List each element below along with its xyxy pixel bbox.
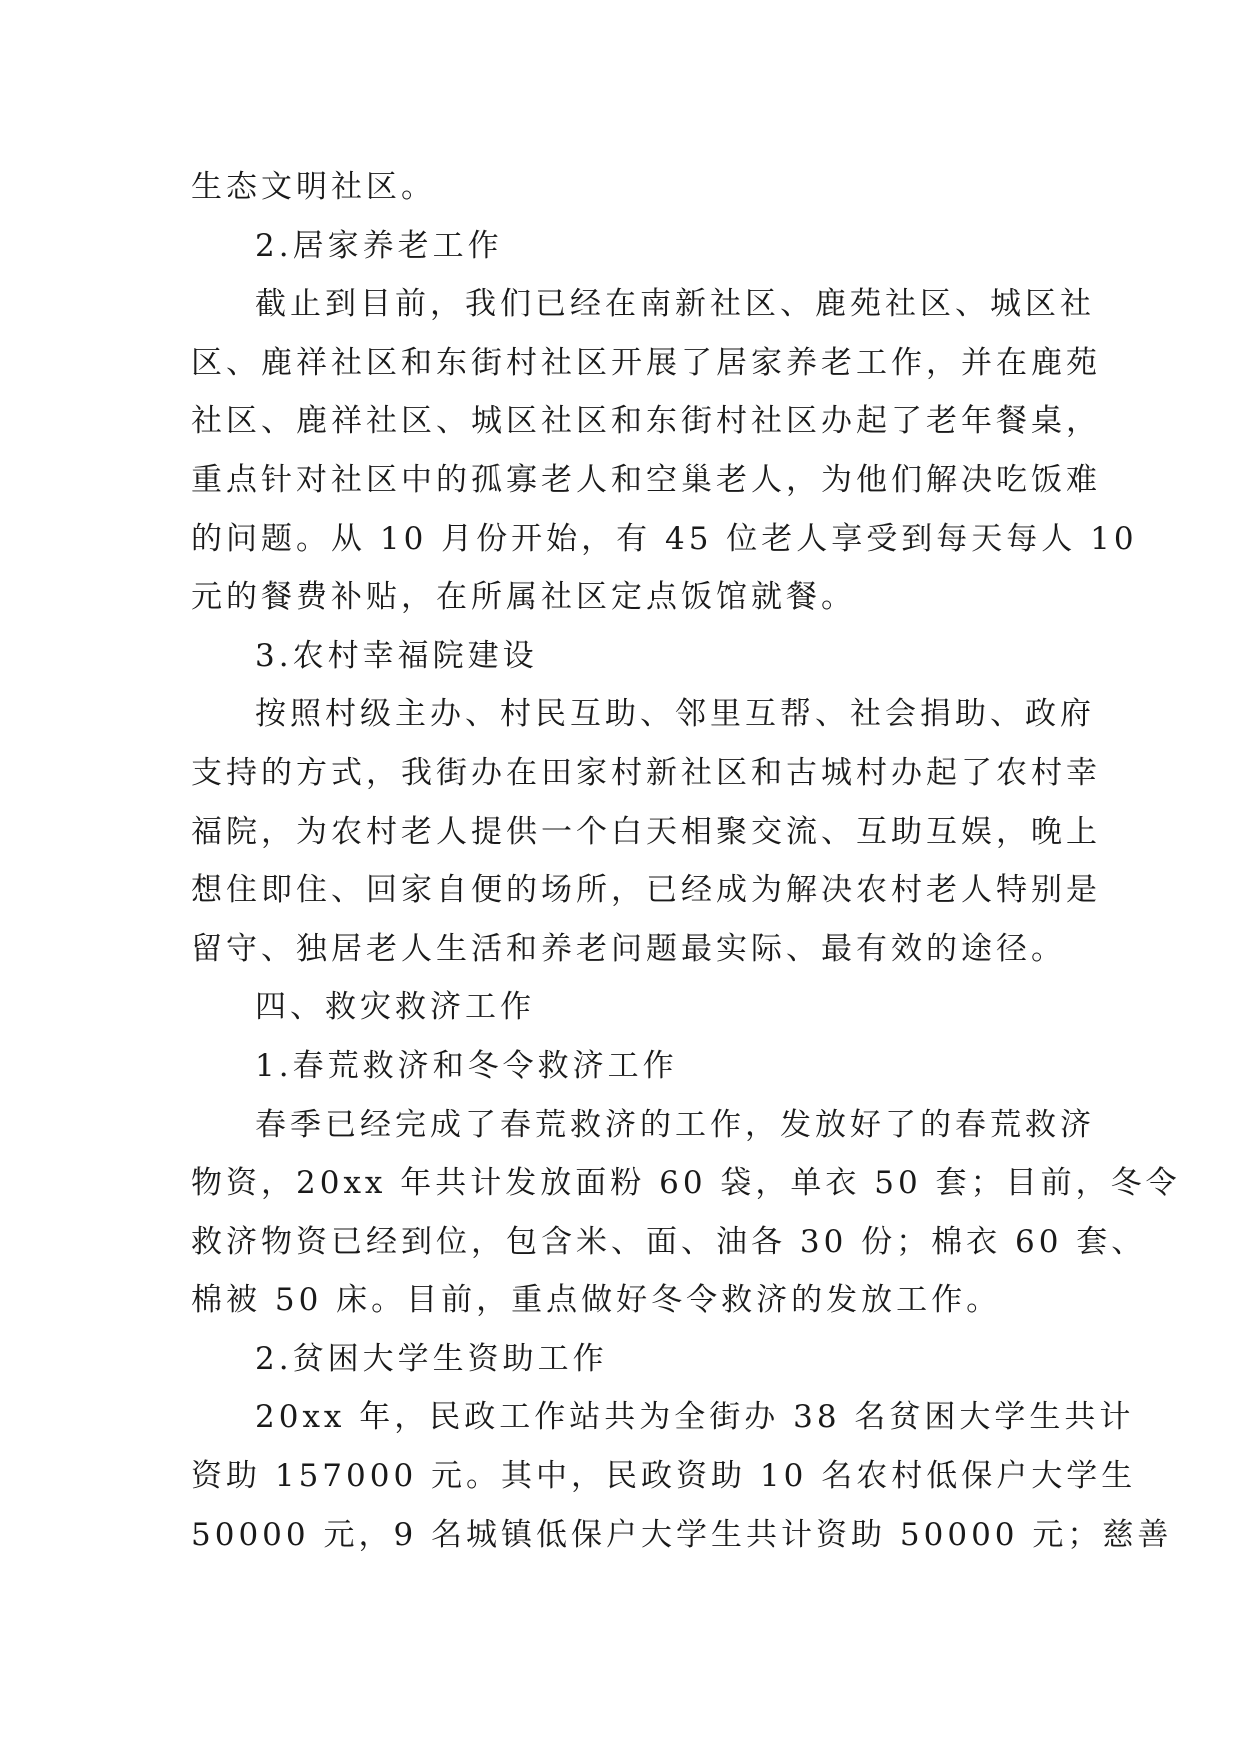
paragraph-line: 资助 157000 元。其中，民政资助 10 名农村低保户大学生	[191, 1458, 1137, 1495]
paragraph-line: 支持的方式，我街办在田家村新社区和古城村办起了农村幸	[191, 754, 1101, 791]
paragraph-line: 留守、独居老人生活和养老问题最实际、最有效的途径。	[191, 930, 1066, 967]
paragraph-line: 福院，为农村老人提供一个白天相聚交流、互助互娱，晚上	[191, 813, 1101, 850]
section-heading: 2.居家养老工作	[255, 227, 503, 264]
paragraph-line: 的问题。从 10 月份开始，有 45 位老人享受到每天每人 10	[191, 520, 1138, 557]
paragraph-line: 区、鹿祥社区和东街村社区开展了居家养老工作，并在鹿苑	[191, 344, 1101, 381]
document-body	[191, 158, 1181, 1564]
paragraph-line: 50000 元，9 名城镇低保户大学生共计资助 50000 元；慈善	[191, 1516, 1173, 1553]
paragraph-line: 截止到目前，我们已经在南新社区、鹿苑社区、城区社	[255, 286, 1095, 323]
paragraph-line: 社区、鹿祥社区、城区社区和东街村社区办起了老年餐桌，	[191, 403, 1101, 440]
section-heading: 1.春荒救济和冬令救济工作	[255, 1047, 678, 1084]
section-heading: 四、救灾救济工作	[255, 989, 535, 1026]
section-heading: 3.农村幸福院建设	[255, 637, 538, 674]
paragraph-line: 春季已经完成了春荒救济的工作，发放好了的春荒救济	[255, 1106, 1095, 1143]
paragraph-line: 棉被 50 床。目前，重点做好冬令救济的发放工作。	[191, 1282, 1002, 1319]
paragraph-line: 元的餐费补贴，在所属社区定点饭馆就餐。	[191, 579, 856, 616]
paragraph-line: 重点针对社区中的孤寡老人和空巢老人，为他们解决吃饭难	[191, 461, 1101, 498]
section-heading: 2.贫困大学生资助工作	[255, 1340, 608, 1377]
paragraph-line: 想住即住、回家自便的场所，已经成为解决农村老人特别是	[191, 872, 1101, 909]
paragraph-line: 生态文明社区。	[191, 169, 436, 205]
paragraph-line: 按照村级主办、村民互助、邻里互帮、社会捐助、政府	[255, 696, 1095, 733]
paragraph-line: 救济物资已经到位，包含米、面、油各 30 份；棉衣 60 套、	[191, 1223, 1147, 1260]
paragraph-line: 20xx 年，民政工作站共为全街办 38 名贫困大学生共计	[255, 1399, 1135, 1436]
paragraph-line: 物资，20xx 年共计发放面粉 60 袋，单衣 50 套；目前，冬令	[191, 1165, 1181, 1202]
